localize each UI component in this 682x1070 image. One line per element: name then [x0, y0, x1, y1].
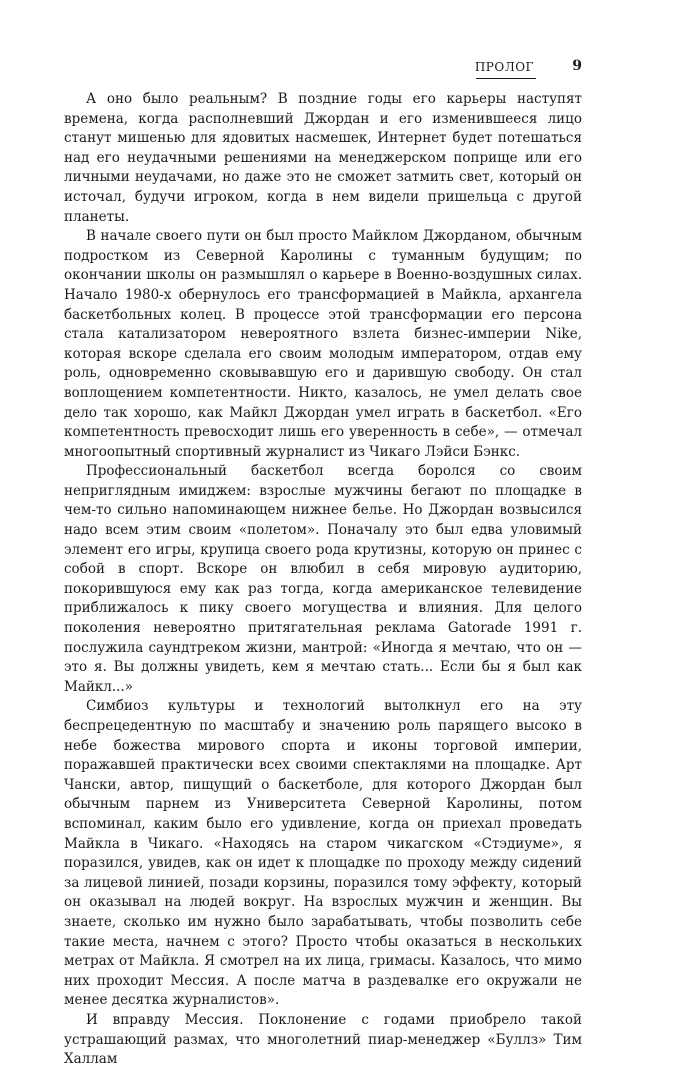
section-title: ПРОЛОГ: [474, 60, 534, 74]
paragraph: И вправду Мессия. Поклонение с годами приобрело такой устрашающий размах, что многолетний пиар-менеджер «Буллз» Тим Халлам: [64, 1011, 582, 1068]
body-text: [64, 90, 582, 1070]
header-rule: [476, 78, 536, 79]
paragraph: Симбиоз культуры и технологий вытолкнул его на эту беспрецедентную по масштабу и значению роль парящего высоко в небе божества мирового спорта и иконы торговой империи, поражавшей практически всех своими спектаклями на площадке. Арт Чански, автор, пищущий о баскетболе, для которого Джордан был обычным парнем из Университета Северной Каролины, потом вспоминал, каким было его удивление, когда он приехал проведать Майкла в Чикаго. «Находясь на старом чикагском «Стэдиуме», я поразился, увидев, как он идет к площадке по проходу между сидений за лицевой линией, позади корзины, поразился тому эффекту, который он оказывал на людей вокруг. На взрослых мужчин и женщин. Вы знаете, сколько им нужно было зарабатывать, чтобы позволить себе такие места, начнем с этого? Просто чтобы оказаться в нескольких метрах от Майкла. Я смотрел на их лица, гримасы. Казалось, что мимо них проходит Мессия. А после матча в раздевалке его окружали не менее десятка журналистов».: [64, 698, 582, 1009]
paragraph: А оно было реальным? В поздние годы его карьеры наступят времена, когда располневший Джордан и его изменившееся лицо станут мишенью для ядовитых насмешек, Интернет будет потешаться над его неудачными решениями на менеджерском поприще или его личными неудачами, но даже это не сможет затмить свет, который он источал, будучи игроком, когда в нем видели пришельца с другой планеты.: [64, 91, 582, 225]
running-head: [64, 58, 582, 82]
paragraph: Профессиональный баскетбол всегда боролся со своим неприглядным имиджем: взрослые мужчины бегают по площадке в чем-то сильно напоминающем нижнее белье. Но Джордан возвысился надо всем этим своим «полетом». Поначалу это был едва уловимый элемент его игры, крупица своего рода крутизны, которую он принес с собой в спорт. Вскоре он влюбил в себя мировую аудиторию, покорившуюся ему как раз тогда, когда американское телевидение приближалось к пику своего могущества и влияния. Для целого поколения невероятно притягательная реклама Gatorade 1991 г. послужила саундтреком жизни, мантрой: «Иногда я мечтаю, что он — это я. Вы должны увидеть, кем я мечтаю стать... Если бы я был как Майкл...»: [64, 463, 582, 695]
page-number: 9: [572, 58, 582, 74]
paragraph: В начале своего пути он был просто Майклом Джорданом, обычным подростком из Северной Каролины с туманным будущим; по окончании школы он размышлял о карьере в Военно-воздушных силах. Начало 1980-х обернулось его трансформацией в Майкла, архангела баскетбольных колец. В процессе этой трансформации его персона стала катализатором невероятного взлета бизнес-империи Nike, которая вскоре сделала его своим молодым императором, отдав ему роль, одновременно сковывавшую его и дарившую свободу. Он стал воплощением компетентности. Никто, казалось, не умел делать свое дело так хорошо, как Майкл Джордан умел играть в баскетбол. «Его компетентность превосходит лишь его уверенность в себе», — отмечал многоопытный спортивный журналист из Чикаго Лэйси Бэнкс.: [64, 228, 582, 460]
